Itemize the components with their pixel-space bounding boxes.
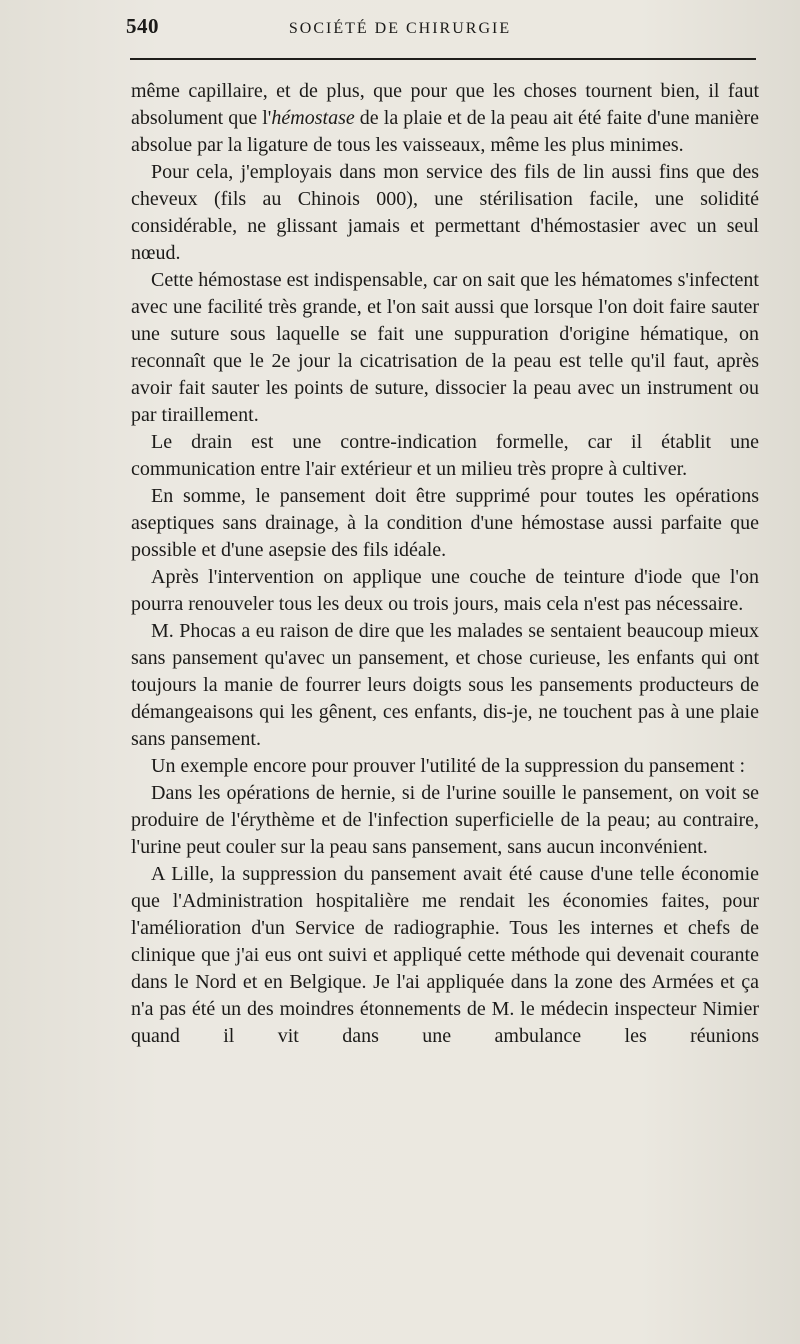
paragraph-10: A Lille, la suppression du pansement avait été cause d'une telle économie que l'Administration hospitalière me rendait les économies faites, pour l'amélioration d'un Service de radiographie. Tous les internes et chefs de clinique que j'ai eus ont suivi et appliqué cette méthode qui devenait courante dans le Nord et en Belgique. Je l'ai appliquée dans la zone des Armées et ça n'a pas été un des moindres étonnements de M. le médecin inspecteur Nimier quand il vit dans une ambulance les réunions xyxy=(131,863,759,1047)
paragraph-2: Pour cela, j'employais dans mon service des fils de lin aussi fins que des cheveux (fils au Chinois 000), une stérilisation facile, une solidité considérable, ne glissant jamais et permettant d'hémostasier avec un seul nœud. xyxy=(131,161,759,264)
paragraph-8: Un exemple encore pour prouver l'utilité de la suppression du pansement : xyxy=(151,755,745,777)
page-number: 540 xyxy=(126,14,159,38)
paragraph-1: même capillaire, et de plus, que pour que les choses tournent bien, il faut absolument que l'hémostase de la plaie et de la peau ait été faite d'une manière absolue par la ligature de tous les vaisseaux, même les plus minimes. xyxy=(131,80,760,156)
paragraph-6: Après l'intervention on applique une couche de teinture d'iode que l'on pourra renouveler tous les deux ou trois jours, mais cela n'est pas nécessaire. xyxy=(131,566,759,615)
header-rule xyxy=(130,58,756,60)
body-text xyxy=(131,78,759,1050)
running-head: SOCIÉTÉ DE CHIRURGIE xyxy=(288,20,512,37)
paragraph-3: Cette hémostase est indispensable, car on sait que les hématomes s'infectent avec une facilité très grande, et l'on sait aussi que lorsque l'on doit faire sauter une suture sous laquelle se fait une suppuration d'origine hématique, on reconnaît que le 2e jour la cicatrisation de la peau est telle qu'il faut, après avoir fait sauter les points de suture, dissocier la peau avec un instrument ou par tiraillement. xyxy=(131,269,759,426)
paragraph-9: Dans les opérations de hernie, si de l'urine souille le pansement, on voit se produire de l'érythème et de l'infection superficielle de la peau; au contraire, l'urine peut couler sur la peau sans pansement, sans aucun inconvénient. xyxy=(131,782,759,858)
paragraph-7: M. Phocas a eu raison de dire que les malades se sentaient beaucoup mieux sans pansement qu'avec un pansement, et chose curieuse, les enfants qui ont toujours la manie de fourrer leurs doigts sous les pansements producteurs de démangeaisons qui les gênent, ces enfants, dis-je, ne touchent pas à une plaie sans pansement. xyxy=(131,620,759,750)
paragraph-5: En somme, le pansement doit être supprimé pour toutes les opérations aseptiques sans drainage, à la condition d'une hémostase aussi parfaite que possible et d'une asepsie des fils idéale. xyxy=(131,485,759,561)
paragraph-4: Le drain est une contre-indication formelle, car il établit une communication entre l'air extérieur et un milieu très propre à cultiver. xyxy=(131,431,759,480)
emphasis-hemostase: hémostase xyxy=(271,107,355,129)
